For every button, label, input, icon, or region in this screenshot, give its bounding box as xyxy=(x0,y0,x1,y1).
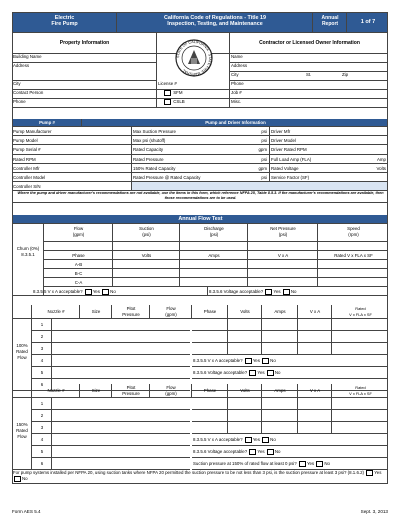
nozzle-col-header: Amps xyxy=(262,305,298,319)
electrical-input[interactable] xyxy=(332,398,388,410)
suction-tank-label: For pump systems installed per NFPA 20, using suction tanks where NFPA 20 permitted the suction pressure to be not less than 3 psi, is the suction pressure at least 3 psi? (8.1.6.2) xyxy=(13,470,366,476)
yes-checkbox[interactable] xyxy=(249,449,256,455)
nozzle-col-header: Nozzle # xyxy=(32,305,80,319)
vxa-question xyxy=(192,434,388,446)
electrical-input[interactable] xyxy=(192,319,228,331)
electrical-input[interactable] xyxy=(262,398,298,410)
electrical-input[interactable] xyxy=(228,410,262,422)
yes-label: Yes xyxy=(273,289,282,294)
phone-field[interactable]: Phone xyxy=(12,99,157,108)
yes-checkbox[interactable] xyxy=(85,289,92,295)
yes-checkbox[interactable] xyxy=(245,437,252,443)
sfm-checkbox[interactable] xyxy=(164,90,171,96)
churn-label: Churn (0%) 8.3.5.1 xyxy=(12,224,44,296)
vxa-label: 8.3.5.5 V x A acceptable? xyxy=(33,289,84,294)
pump-field[interactable]: Pump Model xyxy=(12,136,132,145)
cslb-option[interactable] xyxy=(157,99,230,108)
contractor-phone-field[interactable]: Phone xyxy=(230,81,388,90)
electrical-header: Rated V x FLA x SF xyxy=(318,251,388,260)
pump-rating-field[interactable]: Rated Capacity gpm xyxy=(132,145,270,154)
nozzle-number: 1 xyxy=(32,319,52,331)
no-checkbox[interactable] xyxy=(316,461,323,467)
blank-cell xyxy=(12,305,32,319)
phase-label: C-A xyxy=(44,278,113,287)
pump-field[interactable]: Pump Serial # xyxy=(12,145,132,154)
unit-label: psi xyxy=(261,156,267,162)
no-label: No xyxy=(270,358,276,363)
electrical-input[interactable] xyxy=(318,260,388,269)
misc-field[interactable]: Misc. xyxy=(230,99,388,108)
state-label: St. xyxy=(306,72,312,77)
vxa-question xyxy=(32,287,208,296)
nozzle-col-header: Pitot Pressure xyxy=(112,384,150,398)
electrical-input[interactable] xyxy=(262,331,298,343)
phase-label: A-B xyxy=(44,260,113,269)
form-date: Sept. 3, 2013 xyxy=(360,509,388,514)
yes-checkbox[interactable] xyxy=(366,470,373,476)
nozzle-number: 3 xyxy=(32,343,52,355)
blank-cell xyxy=(12,384,32,398)
nozzle-col-header: Flow (gpm) xyxy=(150,305,192,319)
flow-test-input[interactable] xyxy=(318,242,388,251)
cslb-checkbox[interactable] xyxy=(164,99,171,105)
yes-label: Yes xyxy=(252,437,262,442)
nozzle-input[interactable] xyxy=(52,319,190,331)
electrical-input[interactable] xyxy=(228,331,262,343)
pump-number-label: Pump # xyxy=(12,119,82,127)
electrical-input[interactable] xyxy=(298,319,332,331)
electrical-header: Volts xyxy=(113,251,180,260)
electrical-header: Phase xyxy=(44,251,113,260)
voltage-question xyxy=(192,367,388,379)
voltage-label: 8.3.5.6 Voltage acceptable? xyxy=(209,289,265,294)
yes-label: Yes xyxy=(257,370,266,375)
no-label: No xyxy=(290,289,297,294)
city-field[interactable]: City xyxy=(12,81,157,90)
report-period: Annual Report xyxy=(313,12,347,33)
blank-cell xyxy=(132,182,388,191)
electrical-input[interactable] xyxy=(332,422,388,434)
license-field[interactable]: License # xyxy=(157,81,230,90)
yes-checkbox[interactable] xyxy=(245,358,252,364)
electrical-input[interactable] xyxy=(228,398,262,410)
pump-field[interactable]: Rated RPM xyxy=(12,155,132,164)
nozzle-number: 5 xyxy=(32,367,52,379)
nozzle-input[interactable] xyxy=(52,446,190,458)
voltage-question xyxy=(192,446,388,458)
pump-rating-field[interactable]: 150% Rated Capacity gpm xyxy=(132,164,270,173)
electrical-input[interactable] xyxy=(113,260,180,269)
driver-field[interactable]: Driver Mfr xyxy=(270,127,388,136)
contractor-address-field[interactable]: Address xyxy=(230,63,388,72)
electrical-input[interactable] xyxy=(192,331,228,343)
job-number-field[interactable]: Job # xyxy=(230,90,388,99)
electrical-input[interactable] xyxy=(332,343,388,355)
no-label: No xyxy=(110,289,116,294)
electrical-input[interactable] xyxy=(113,269,180,278)
no-checkbox[interactable] xyxy=(14,476,21,482)
electrical-input[interactable] xyxy=(248,278,318,287)
flow-test-input[interactable] xyxy=(180,242,248,251)
suction-150-label: Suction pressure at 150% of rated flow at least 0 psi? xyxy=(193,461,298,466)
address-field[interactable]: Address xyxy=(12,63,157,81)
nozzle-input[interactable] xyxy=(52,398,190,410)
unit-label: Amp xyxy=(376,156,386,162)
electrical-input[interactable] xyxy=(262,422,298,434)
contractor-title: Contractor or Licensed Owner Information xyxy=(230,33,388,54)
nozzle-col-header: Nozzle # xyxy=(32,384,80,398)
voltage-label: 8.3.5.6 Voltage acceptable? xyxy=(193,449,249,454)
yes-label: Yes xyxy=(92,289,102,294)
no-label: No xyxy=(274,449,281,454)
suction-tank-question xyxy=(12,470,388,484)
nozzle-number: 3 xyxy=(32,422,52,434)
yes-label: Yes xyxy=(306,461,316,466)
no-label: No xyxy=(324,461,330,466)
nozzle-input[interactable] xyxy=(52,410,190,422)
contractor-city-field[interactable] xyxy=(230,72,388,81)
nozzle-number: 4 xyxy=(32,434,52,446)
contractor-name-field[interactable]: Name xyxy=(230,54,388,63)
flow-test-header: Suction (psi) xyxy=(113,224,180,242)
nozzle-input[interactable] xyxy=(52,343,190,355)
annual-flow-title: Annual Flow Test xyxy=(12,215,388,224)
vxa-question xyxy=(192,355,388,367)
unit-label: gpm xyxy=(258,165,267,171)
driver-field[interactable]: Full Load Amp (FLA) Amp xyxy=(270,155,388,164)
pump-field[interactable]: Pump Manufacturer xyxy=(12,127,132,136)
electrical-input[interactable] xyxy=(248,269,318,278)
driver-field[interactable]: Service Factor (SF) xyxy=(270,173,388,182)
phase-label: B-C xyxy=(44,269,113,278)
nozzle-col-header: Rated V x FLA x SF xyxy=(332,384,388,398)
driver-field[interactable]: Driver Rated RPM xyxy=(270,145,388,154)
electrical-input[interactable] xyxy=(180,260,248,269)
pump-rating-field[interactable]: Rated Pressure @ Rated Capacity psi xyxy=(132,173,270,182)
no-checkbox[interactable] xyxy=(267,370,274,376)
suction-150-question xyxy=(192,458,388,470)
no-checkbox[interactable] xyxy=(262,358,269,364)
electrical-input[interactable] xyxy=(180,269,248,278)
flow-test-header: Flow (gpm) xyxy=(44,224,113,242)
electrical-input[interactable] xyxy=(228,422,262,434)
cslb-label: CSLB xyxy=(172,99,185,105)
nozzle-col-header: Phase xyxy=(192,305,228,319)
zip-label: Zip xyxy=(342,72,349,77)
electrical-header: V x A xyxy=(248,251,318,260)
nozzle-col-header: V x A xyxy=(298,305,332,319)
electrical-input[interactable] xyxy=(113,278,180,287)
svg-text:STATE OF CALIFORNIA · STATE FI: STATE OF CALIFORNIA · STATE FIRE MARSHAL xyxy=(175,39,213,77)
no-checkbox[interactable] xyxy=(262,437,269,443)
flow-test-input[interactable] xyxy=(113,242,180,251)
nozzle-col-header: Rated V x FLA x SF xyxy=(332,305,388,319)
no-checkbox[interactable] xyxy=(267,449,274,455)
no-label: No xyxy=(274,370,281,375)
nozzle-number: 1 xyxy=(32,398,52,410)
electrical-input[interactable] xyxy=(298,410,332,422)
nozzle-col-header: Amps xyxy=(262,384,298,398)
no-label: No xyxy=(22,476,28,482)
pump-field[interactable]: Controller Mfr xyxy=(12,164,132,173)
sfm-option[interactable] xyxy=(157,90,230,99)
nozzle-col-header: Phase xyxy=(192,384,228,398)
pump-driver-title: Pump and Driver Information xyxy=(82,119,388,127)
flow-test-input[interactable] xyxy=(248,242,318,251)
flow-test-header: Discharge (psi) xyxy=(180,224,248,242)
nozzle-col-header: Size xyxy=(80,305,112,319)
electrical-input[interactable] xyxy=(298,331,332,343)
electrical-input[interactable] xyxy=(262,343,298,355)
form-number: Form AES 5.4 xyxy=(12,509,41,514)
nozzle-col-header: Size xyxy=(80,384,112,398)
electrical-input[interactable] xyxy=(192,343,228,355)
vxa-label: 8.3.5.5 V x A acceptable? xyxy=(193,437,244,442)
yes-label: Yes xyxy=(257,449,266,454)
building-name-field[interactable]: Building Name xyxy=(12,54,157,63)
unit-label: psi xyxy=(261,175,267,180)
no-checkbox[interactable] xyxy=(283,289,290,295)
pump-field[interactable]: Controller Model xyxy=(12,173,132,182)
electrical-input[interactable] xyxy=(248,260,318,269)
nozzle-input[interactable] xyxy=(52,331,190,343)
electrical-input[interactable] xyxy=(332,319,388,331)
unit-label: Volts xyxy=(376,165,386,171)
electrical-input[interactable] xyxy=(192,422,228,434)
nozzle-number: 5 xyxy=(32,446,52,458)
unit-label: gpm xyxy=(258,147,267,153)
electrical-input[interactable] xyxy=(228,319,262,331)
electrical-input[interactable] xyxy=(228,343,262,355)
nozzle-input[interactable] xyxy=(52,434,190,446)
electrical-input[interactable] xyxy=(318,269,388,278)
voltage-question xyxy=(208,287,388,296)
electrical-header: Amps xyxy=(180,251,248,260)
electrical-input[interactable] xyxy=(298,422,332,434)
nozzle-input[interactable] xyxy=(52,367,190,379)
unit-label: psi xyxy=(261,129,267,134)
unit-label: psi xyxy=(261,138,267,144)
driver-field[interactable]: Driver Model xyxy=(270,136,388,145)
electrical-input[interactable] xyxy=(298,398,332,410)
nozzle-number: 6 xyxy=(32,379,52,391)
nozzle-number: 4 xyxy=(32,355,52,367)
nozzle-number: 2 xyxy=(32,410,52,422)
nozzle-number: 6 xyxy=(32,458,52,470)
electrical-input[interactable] xyxy=(298,343,332,355)
flow-test-header: Speed (rpm) xyxy=(318,224,388,242)
vxa-label: 8.3.5.5 V x A acceptable? xyxy=(193,358,244,363)
electrical-input[interactable] xyxy=(262,410,298,422)
driver-field[interactable]: Rated Voltage Volts xyxy=(270,164,388,173)
electrical-input[interactable] xyxy=(192,398,228,410)
nozzle-col-header: Volts xyxy=(228,305,262,319)
voltage-label: 8.3.5.6 Voltage acceptable? xyxy=(193,370,249,375)
state-fire-marshal-seal xyxy=(174,38,214,78)
page-number: 1 of 7 xyxy=(347,12,388,33)
no-label: No xyxy=(270,437,276,442)
report-title: California Code of Regulations - Title 19 Inspection, Testing, and Maintenance xyxy=(117,12,313,33)
nozzle-input[interactable] xyxy=(52,422,190,434)
pump-rating-field[interactable]: Rated Pressure psi xyxy=(132,155,270,164)
city-label: City xyxy=(231,72,239,77)
flow-level-label: 100% Rated Flow xyxy=(12,319,32,391)
nozzle-col-header: Volts xyxy=(228,384,262,398)
nozzle-col-header: Pitot Pressure xyxy=(112,305,150,319)
report-type: Electric Fire Pump xyxy=(12,12,117,33)
pump-rating-field[interactable]: Max Suction Pressure psi xyxy=(132,127,270,136)
pump-field[interactable]: Controller S/N xyxy=(12,182,132,191)
yes-checkbox[interactable] xyxy=(265,289,272,295)
electrical-input[interactable] xyxy=(332,410,388,422)
no-checkbox[interactable] xyxy=(102,289,109,295)
yes-checkbox[interactable] xyxy=(299,461,306,467)
flow-test-input[interactable] xyxy=(44,242,113,251)
electrical-input[interactable] xyxy=(318,278,388,287)
yes-checkbox[interactable] xyxy=(249,370,256,376)
electrical-input[interactable] xyxy=(332,331,388,343)
sfm-label: SFM xyxy=(172,90,183,96)
nozzle-col-header: V x A xyxy=(298,384,332,398)
nozzle-input[interactable] xyxy=(52,355,190,367)
yes-label: Yes xyxy=(252,358,262,363)
pump-rating-field[interactable]: Max psi (shutoff) psi xyxy=(132,136,270,145)
flow-level-label: 150% Rated Flow xyxy=(12,398,32,470)
nozzle-number: 2 xyxy=(32,331,52,343)
flow-test-header: Net Pressure (psi) xyxy=(248,224,318,242)
yes-label: Yes xyxy=(374,470,382,476)
electrical-input[interactable] xyxy=(192,410,228,422)
nozzle-input[interactable] xyxy=(52,458,190,470)
nozzle-col-header: Flow (gpm) xyxy=(150,384,192,398)
electrical-input[interactable] xyxy=(262,319,298,331)
electrical-input[interactable] xyxy=(180,278,248,287)
property-title: Property Information xyxy=(12,33,157,54)
pump-note: Where the pump and driver manufacturer's recommendations are not available, use the items in this form, which reference NFPA 25, Table 8.5.3. If the manufacturer's recommendations are available, then those recommendations are to be used. xyxy=(12,191,388,203)
contact-person-field[interactable]: Contact Person xyxy=(12,90,157,99)
